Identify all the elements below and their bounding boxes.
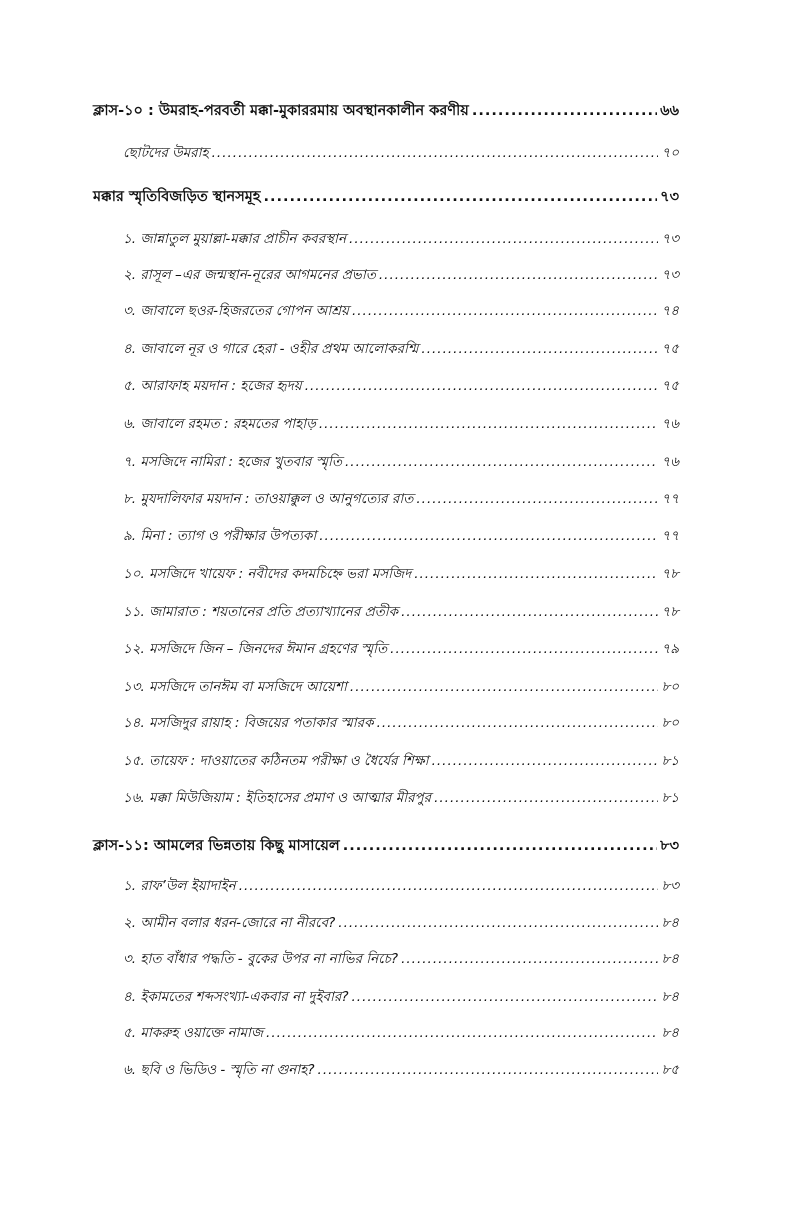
toc-entry[interactable] [123, 413, 679, 436]
toc-entry-page: ৮৪ [661, 951, 679, 967]
toc-entry-title: ১৪. মসজিদুর রায়াহ : বিজয়ের পতাকার স্মারক [123, 715, 374, 731]
dot-leader [266, 1025, 658, 1041]
toc-heading-title: ক্লাস-১০ : উমরাহ-পরবর্তী মক্কা-মুকাররমায় অবস্থানকালীন করণীয় [93, 103, 469, 119]
toc-entry-title: ২. রাসূল –এর জন্মস্থান-নূরের আগমনের প্রভাত [123, 267, 376, 283]
dot-leader [338, 915, 658, 931]
dot-leader [377, 715, 659, 731]
toc-entry-title: ১৩. মসজিদে তানঈম বা মসজিদে আয়েশা [123, 679, 347, 695]
dot-leader [350, 679, 659, 695]
toc-heading-page: ৭৩ [660, 189, 679, 205]
toc-entry-page: ৭৬ [661, 416, 679, 432]
toc-heading-page: ৬৬ [660, 103, 679, 119]
toc-entry[interactable] [123, 451, 679, 474]
toc-entry-title: ছোটদের উমরাহ [123, 145, 209, 161]
toc-entry-title: ৪. ইকামতের শব্দসংখ্যা-একবার না দুইবার? [123, 989, 349, 1005]
toc-entry-page: ৭৩ [661, 231, 679, 247]
toc-entry-title: ১. জান্নাতুল মুয়াল্লা-মক্কার প্রাচীন কবরস্থান [123, 231, 347, 247]
toc-entry[interactable] [123, 676, 679, 699]
toc-entry-page: ৭৭ [661, 491, 679, 507]
toc-entry[interactable] [123, 300, 679, 323]
toc-section-heading[interactable] [93, 186, 679, 210]
toc-entry-page: ৮০ [661, 715, 679, 731]
dot-leader [352, 303, 658, 319]
toc-entry-page: ৭০ [661, 145, 679, 161]
toc-entry-page: ৭৫ [661, 341, 679, 357]
dot-leader [421, 341, 658, 357]
dot-leader [390, 641, 658, 657]
toc-entry-page: ৭৭ [661, 528, 679, 544]
toc-entry[interactable] [123, 228, 679, 251]
toc-heading-title: ক্লাস-১১: আমলের ভিন্নতায় কিছু মাসায়েল [93, 838, 340, 854]
dot-leader [349, 231, 658, 247]
toc-entry-page: ৭৮ [661, 604, 679, 620]
toc-entry-page: ৭৮ [661, 566, 679, 582]
dot-leader [263, 189, 657, 205]
toc-entry-title: ১১. জামারাত : শয়তানের প্রতি প্রত্যাখ্যানের প্রতীক [123, 604, 399, 620]
dot-leader [319, 528, 658, 544]
toc-entry[interactable] [123, 525, 679, 548]
dot-leader [401, 604, 658, 620]
toc-entry[interactable] [123, 488, 679, 511]
dot-leader [318, 1062, 659, 1078]
toc-entry-title: ৩. হাত বাঁধার পদ্ধতি - বুকের উপর না নাভির নিচে? [123, 951, 399, 967]
toc-entry[interactable] [123, 912, 679, 935]
dot-leader [472, 103, 657, 119]
toc-entry-title: ৪. জাবালে নূর ও গারে হেরা - ওহীর প্রথম আলোকরশ্মি [123, 341, 419, 357]
toc-entry-page: ৭৬ [661, 454, 679, 470]
toc-entry-title: ৯. মিনা : ত্যাগ ও পরীক্ষার উপত্যকা [123, 528, 317, 544]
toc-entry-page: ৭৪ [661, 303, 679, 319]
toc-section-heading[interactable] [93, 835, 679, 859]
toc-entry[interactable] [123, 875, 679, 898]
toc-entry[interactable] [123, 638, 679, 661]
toc-entry-title: ১৫. তায়েফ : দাওয়াতের কঠিনতম পরীক্ষা ও ধৈর্যের শিক্ষা [123, 753, 429, 769]
toc-entry-title: ৭. মসজিদে নামিরা : হজের খুতবার স্মৃতি [123, 454, 343, 470]
toc-entry-title: ৬. জাবালে রহমত : রহমতের পাহাড় [123, 416, 316, 432]
toc-entry-page: ৮০ [661, 679, 679, 695]
dot-leader [414, 566, 658, 582]
toc-entry[interactable] [123, 712, 679, 735]
toc-entry[interactable] [123, 264, 679, 287]
toc-entry[interactable] [123, 948, 679, 971]
dot-leader [305, 378, 659, 394]
toc-entry[interactable] [123, 601, 679, 624]
toc-heading-page: ৮৩ [660, 838, 679, 854]
toc-entry-page: ৭৯ [661, 641, 679, 657]
toc-entry-page: ৮৪ [661, 989, 679, 1005]
toc-entry[interactable] [123, 142, 679, 165]
toc-entry-title: ১. রাফ’উল ইয়াদাইন [123, 878, 236, 894]
dot-leader [212, 145, 659, 161]
dot-leader [345, 454, 658, 470]
toc-entry[interactable] [123, 1059, 679, 1082]
toc-entry-title: ৮. মুযদালিফার ময়দান : তাওয়াক্কুল ও আনুগত্যের রাত [123, 491, 414, 507]
toc-section-heading[interactable] [93, 100, 679, 124]
dot-leader [432, 753, 659, 769]
toc-entry-page: ৭৩ [661, 267, 679, 283]
toc-heading-title: মক্কার স্মৃতিবিজড়িত স্থানসমূহ [93, 189, 261, 205]
toc-entry-title: ৬. ছবি ও ভিডিও - স্মৃতি না গুনাহ? [123, 1062, 315, 1078]
toc-entry-page: ৮১ [661, 790, 679, 806]
toc-entry[interactable] [123, 750, 679, 773]
toc-entry-title: ৫. আরাফাহ ময়দান : হজের হৃদয় [123, 378, 302, 394]
toc-entry-page: ৭৫ [661, 378, 679, 394]
toc-entry[interactable] [123, 375, 679, 398]
dot-leader [343, 838, 657, 854]
toc-entry-title: ১২. মসজিদে জিন – জিনদের ঈমান গ্রহণের স্মৃতি [123, 641, 388, 657]
dot-leader [434, 790, 658, 806]
toc-entry-page: ৮৪ [661, 1025, 679, 1041]
toc-entry-title: ১৬. মক্কা মিউজিয়াম : ইতিহাসের প্রমাণ ও আত্মার মীরপুর [123, 790, 432, 806]
toc-entry-title: ৩. জাবালে ছওর-হিজরতের গোপন আশ্রয় [123, 303, 349, 319]
dot-leader [416, 491, 658, 507]
toc-entry[interactable] [123, 1022, 679, 1045]
dot-leader [401, 951, 658, 967]
toc-entry[interactable] [123, 338, 679, 361]
toc-entry-page: ৮১ [661, 753, 679, 769]
toc-entry[interactable] [123, 986, 679, 1009]
dot-leader [319, 416, 659, 432]
toc-entry-title: ১০. মসজিদে খায়েফ : নবীদের কদমচিহ্নে ভরা মসজিদ [123, 566, 412, 582]
toc-entry[interactable] [123, 787, 679, 810]
dot-leader [379, 267, 659, 283]
toc-entry-page: ৮৫ [661, 1062, 679, 1078]
dot-leader [352, 989, 659, 1005]
toc-entry-page: ৮৩ [661, 878, 679, 894]
toc-entry-title: ২. আমীন বলার ধরন-জোরে না নীরবে? [123, 915, 336, 931]
toc-entry-title: ৫. মাকরুহ ওয়াক্তে নামাজ [123, 1025, 264, 1041]
toc-entry[interactable] [123, 563, 679, 586]
dot-leader [239, 878, 659, 894]
toc-entry-page: ৮৪ [661, 915, 679, 931]
